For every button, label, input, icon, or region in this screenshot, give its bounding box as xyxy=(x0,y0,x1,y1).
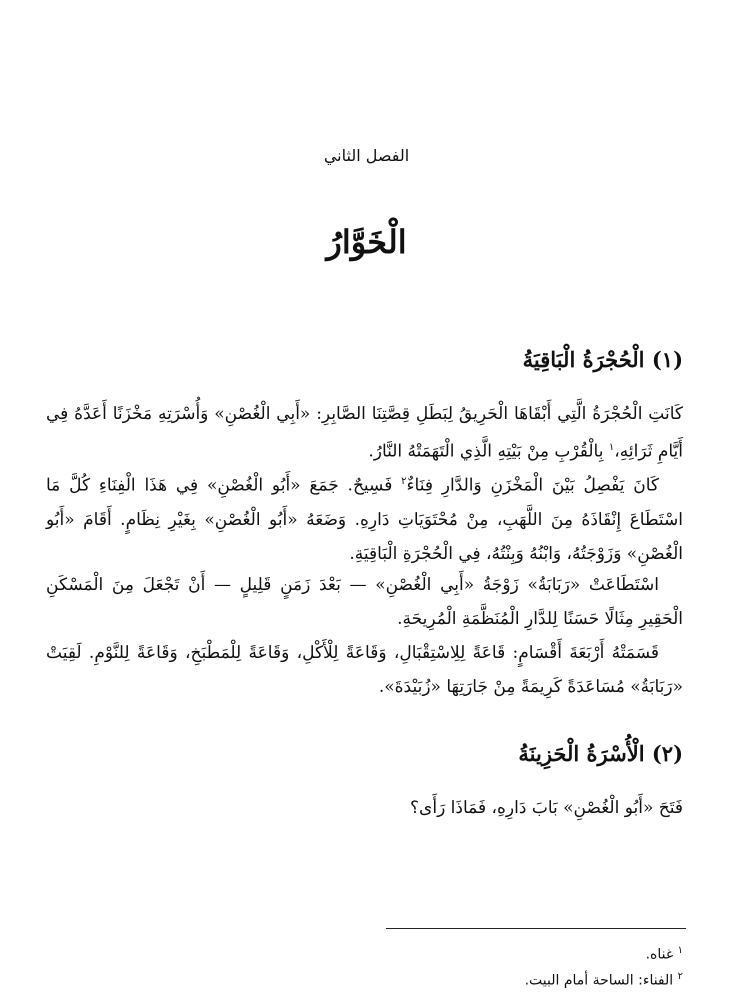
paragraph-5: فَتَحَ «أَبُو الْغُصْنِ» بَابَ دَارِهِ، فَمَاذَا رَأَى؟ xyxy=(410,798,683,818)
paragraph-1-text-after: بِالْقُرْبِ مِنْ بَيْتِهِ الَّذِي الْتَهَمَتْهُ النَّارُ. xyxy=(368,441,609,462)
footnote-2-text: الفناء: الساحة أمام البيت. xyxy=(524,972,674,989)
paragraph-2 xyxy=(46,465,683,571)
section-heading-2: (٢) الْأُسْرَةُ الْحَزِينَةُ xyxy=(518,741,683,766)
footnote-divider xyxy=(386,928,686,929)
footnote-2 xyxy=(50,966,683,992)
footnote-1 xyxy=(50,940,683,966)
paragraph-3: اسْتَطَاعَتْ «رَبَابَةُ» زَوْجَةُ «أَبِي الْغُصْنِ» — بَعْدَ زَمَنٍ قَلِيلٍ — أَنْ تَجْعَلَ مِنَ الْمَسْكَنِ الْحَقِيرِ مِثَالًا حَسَنًا لِلدَّارِ الْمُنَظَّمَةِ الْمُرِيحَةِ. xyxy=(46,575,683,629)
footnote-ref-2[interactable]: ٢ xyxy=(401,476,407,487)
chapter-title: الْخَوَّارُ xyxy=(326,223,407,261)
paragraph-2-text: كَانَ يَفْصِلُ بَيْنَ الْمَخْزَنِ وَالدَّارِ فِنَاءٌ xyxy=(406,475,659,496)
paragraph-1-text: كَانَتِ الْحُجْرَةُ الَّتِي أَبْقَاهَا الْحَرِيقُ لِبَطَلِ قِصَّتِنَا الصَّابِرِ: «أَبِي الْغُصْنِ» وَأُسْرَتِهِ مَخْزَنًا أَعَدَّهُ فِي أَيَّامِ ثَرَائِهِ، xyxy=(46,404,683,462)
footnote-1-mark: ١ xyxy=(677,945,683,956)
footnote-2-mark: ٢ xyxy=(677,971,683,982)
paragraph-1 xyxy=(46,397,683,469)
footnote-ref-1[interactable]: ١ xyxy=(608,442,615,453)
paragraph-2-text-after: فَسِيحٌ. جَمَعَ «أَبُو الْغُصْنِ» فِي هَذَا الْفِنَاءِ كُلَّ مَا اسْتَطَاعَ إِنْقَاذَهُ مِنَ اللَّهَبِ، مِنْ مُحْتَوَيَاتِ دَارِهِ. وَضَعَهُ «أَبُو الْغُصْنِ» بِغَيْرِ نِظَامٍ. أَقَامَ «أَبُو الْغُصْنِ» وَزَوْجَتُهُ، وَابْنُهُ وَبِنْتُهُ، فِي الْحُجْرَةِ الْبَاقِيَةِ. xyxy=(46,475,683,564)
chapter-label: الفصل الثاني xyxy=(323,146,410,165)
section-heading-1: (١) الْحُجْرَةُ الْبَاقِيَةُ xyxy=(522,347,683,372)
paragraph-4: قَسَمَتْهُ أَرْبَعَةَ أَقْسَامٍ: قَاعَةً لِلِاسْتِقْبَالِ، وَقَاعَةً لِلْأَكْلِ، وَقَاعَةً لِلْمَطْبَخِ، وَقَاعَةً لِلنَّوْمِ. لَقِيَتْ «رَبَابَةُ» مُسَاعَدَةً كَرِيمَةً مِنْ جَارَتِهَا «زُبَيْدَةَ». xyxy=(46,643,683,697)
footnote-1-text: غناه. xyxy=(645,946,674,963)
